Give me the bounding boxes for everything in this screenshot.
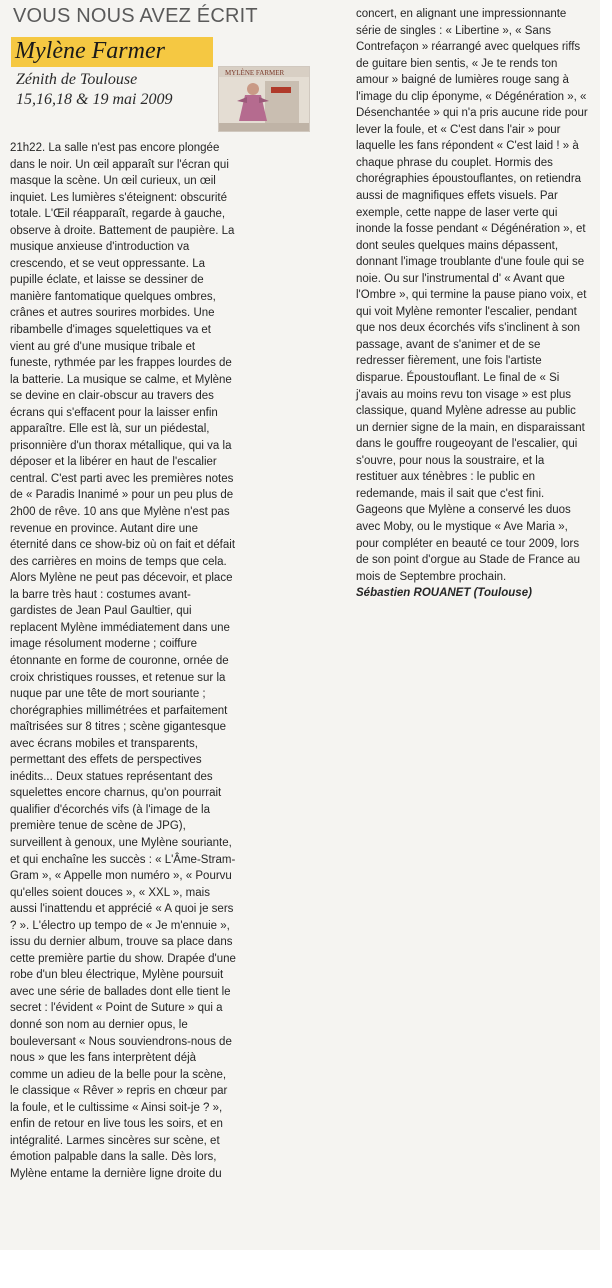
photo-caption-text: MYLÈNE FARMER xyxy=(225,69,285,77)
venue-line: Zénith de Toulouse xyxy=(16,71,138,88)
concert-photo-art xyxy=(219,67,309,131)
author-signature: Sébastien ROUANET (Toulouse) xyxy=(356,587,532,600)
article-paragraph-right: concert, en alignant une impressionnante série de singles : « Libertine », « Sans Contrefaçon » réarrangé avec quelques riffs de guitare bien sentis, « Je te rends ton amour » baigné de lumières rouge sang à l'image du clip éponyme, « Dégénération », « Désenchantée » qui n'a pris aucune ride pour lever la foule, et « C'est dans l'air » pour laquelle les fans répondent « C'est laid ! » à chaque phrase du couplet. Hormis des chorégraphies époustouflantes, on retiendra aussi de magnifiques effets visuels. Par exemple, cette nappe de laser verte qui inonde la fosse pendant « Dégénération », et dont seules quelques mains dépassent, donnant l'image troublante d'une foule qui se noie. Ou sur l'instrumental d' « Avant que l'Ombre », qui termine la pause piano voix, et qui voit Mylène remonter l'escalier, pendant que nos deux écorchés vifs s'inclinent à son passage, avant de s'animer et de se redresser fièrement, une fois l'artiste disparue. Époustouflant. Le final de « Si j'avais au moins revu ton visage » est plus classique, quand Mylène adresse au public un dernier signe de la main, en disparaissant dans le gouffre rougeoyant de l'escalier, qui s'ouvre, pour nous la soustraire, et la restituer aux ténèbres : le public en redemande, mais il sait que c'est fini. Gageons que Mylène a conservé les duos avec Moby, ou le mystique « Ave Maria », pour compléter en beauté ce tour 2009, lors de son point d'orgue au Stade de France au mois de Septembre prochain. xyxy=(356,8,588,583)
article-title: Mylène Farmer xyxy=(15,38,165,64)
article-paragraph-left: 21h22. La salle n'est pas encore plongée dans le noir. Un œil apparaît sur l'écran qui masque la scène. Un œil curieux, un œil inquiet. Les lumières s'éteignent: obscurité totale. L'Œil réapparaît, regarde à gauche, observe à droite. Battement de paupière. La musique anxieuse d'introduction va crescendo, et se veut oppressante. La pupille éclate, et laisse se dessiner de manière fantomatique quelques ombres, crânes et autres sourires morbides. Une ribambelle d'images squelettiques va et vient au gré d'une musique tribale et funeste, rythmée par les frappes lourdes de la batterie. La musique se calme, et Mylène se devine en clair-obscur au travers des écrans qui s'effacent pour la laisser enfin apparaître. Elle est là, sur un piédestal, prisonnière d'un thorax métallique, qui va la déposer et la libérer en haut de l'escalier central. C'est parti avec les premières notes de « Paradis Inanimé » pour un peu plus de 2h00 de rêve. 10 ans que Mylène n'est pas revenue en province. Autant dire une éternité dans ce show-biz où on fait et défait des carrières en moins de temps que cela. Alors Mylène ne peut pas décevoir, et place la barre très haut : costumes avant-gardistes de Jean Paul Gaultier, qui replacent Mylène immédiatement dans une image résolument moderne ; coiffure étonnante en forme de couronne, ornée de croix christiques rousses, et retenue sur la nuque par une tête de mort souriante ; chorégraphies millimétrées et parfaitement maîtrisées sur 8 titres ; scène gigantesque avec écrans mobiles et transparents, permettant des effets de perspectives inédits... Deux statues représentant des squelettes encore charnus, qu'on pourrait qualifier d'écorchés vifs (à l'image de la première tenue de scène de JPG), surveillent à genoux, une Mylène souriante, et qui enchaîne les succès : « L'Âme-Stram-Gram », « Appelle mon numéro », « Pourvu qu'elles soient douces », « XXL », mais aussi l'inattendu et apprécié « A quoi je sers ? ». L'électro up tempo de « Je m'ennuie », issu du dernier album, trouve sa place dans cette première partie du show. Drapée d'une robe d'un bleu électrique, Mylène poursuit avec une série de ballades dont elle tient le secret : l'évident « Point de Suture » qui a donné son nom au dernier opus, le bouleversant « Nous souviendrons-nous de nous » que les fans interprètent déjà comme un adieu de la belle pour la scène, le classique « Rêver » repris en chœur par la foule, et le cultissime « Ainsi soit-je ? », enfin de retour en live tous les soirs, et en intégralité. Larmes sincères sur scène, et émotion palpable dans la salle. Dès lors, Mylène entame la dernière ligne droite du xyxy=(10,142,236,1180)
concert-photo xyxy=(218,66,310,132)
article-body-right xyxy=(356,6,588,602)
section-rubric: VOUS NOUS AVEZ ÉCRIT xyxy=(13,5,258,27)
article-body-left xyxy=(10,140,236,1182)
dates-line: 15,16,18 & 19 mai 2009 xyxy=(16,91,173,108)
